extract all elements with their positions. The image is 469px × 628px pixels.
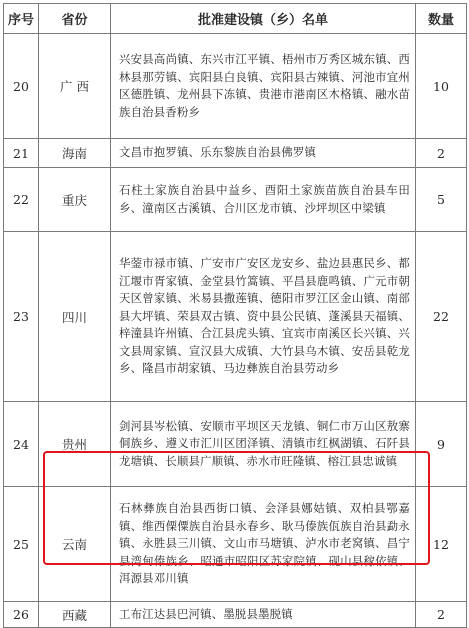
- row-province: 广 西: [39, 34, 111, 139]
- row-province: 贵州: [39, 402, 111, 487]
- header-no: 序号: [4, 4, 39, 34]
- row-towns: 石柱土家族自治县中益乡、酉阳土家族苗族自治县车田乡、潼南区古溪镇、合川区龙市镇、沙坪坝区中梁镇: [111, 168, 416, 232]
- row-province: 重庆: [39, 168, 111, 232]
- table-row: [4, 602, 467, 628]
- table-row: [4, 139, 467, 168]
- table-row: [4, 402, 467, 487]
- row-no: 23: [4, 232, 39, 402]
- row-count: 5: [416, 168, 467, 232]
- row-count: 22: [416, 232, 467, 402]
- row-towns: 文昌市抱罗镇、乐东黎族自治县佛罗镇: [111, 139, 416, 168]
- row-no: 25: [4, 487, 39, 602]
- row-no: 22: [4, 168, 39, 232]
- row-province: 云南: [39, 487, 111, 602]
- header-count: 数量: [416, 4, 467, 34]
- row-province: 四川: [39, 232, 111, 402]
- table-header-row: [4, 4, 467, 34]
- row-count: 2: [416, 602, 467, 628]
- row-no: 24: [4, 402, 39, 487]
- header-towns: 批准建设镇（乡）名单: [111, 4, 416, 34]
- row-towns: 华蓥市禄市镇、广安市广安区龙安乡、盐边县惠民乡、都江堰市胥家镇、金堂县竹篙镇、平昌县鹿鸣镇、广元市朝天区曾家镇、米易县撒莲镇、德阳市罗江区金山镇、南部县大坪镇、荣县双古镇、资中县公民镇、蓬溪县天福镇、梓潼县许州镇、合江县虎头镇、宜宾市南溪区长兴镇、兴文县周家镇、宣汉县大成镇、大竹县乌木镇、安岳县乾龙乡、隆昌市胡家镇、马边彝族自治县劳动乡: [111, 232, 416, 402]
- row-towns: 兴安县高尚镇、东兴市江平镇、梧州市万秀区城东镇、西林县那劳镇、宾阳县白良镇、宾阳县古辣镇、河池市宜州区德胜镇、龙州县下冻镇、贵港市港南区木格镇、融水苗族自治县香粉乡: [111, 34, 416, 139]
- header-province: 省份: [39, 4, 111, 34]
- row-count: 10: [416, 34, 467, 139]
- row-towns: 工布江达县巴河镇、墨脱县墨脱镇: [111, 602, 416, 628]
- row-no: 20: [4, 34, 39, 139]
- row-count: 2: [416, 139, 467, 168]
- row-province: 西藏: [39, 602, 111, 628]
- approved-towns-table: [3, 3, 467, 628]
- table-row: [4, 168, 467, 232]
- row-count: 9: [416, 402, 467, 487]
- towns-table-container: [3, 3, 466, 623]
- table-row: [4, 487, 467, 602]
- row-no: 26: [4, 602, 39, 628]
- row-towns: 石林彝族自治县西街口镇、会泽县娜姑镇、双柏县鄂嘉镇、维西傈僳族自治县永春乡、耿马傣族佤族自治县勐永镇、永胜县三川镇、文山市马塘镇、泸水市老窝镇、昌宁县湾甸傣族乡、昭通市昭阳区苏家院镇、砚山县稼依镇、洱源县邓川镇: [111, 487, 416, 602]
- row-no: 21: [4, 139, 39, 168]
- table-row: [4, 232, 467, 402]
- row-province: 海南: [39, 139, 111, 168]
- row-count: 12: [416, 487, 467, 602]
- row-towns: 剑河县岑松镇、安顺市平坝区天龙镇、铜仁市万山区敖寨侗族乡、遵义市汇川区团泽镇、清镇市红枫湖镇、石阡县龙塘镇、长顺县广顺镇、赤水市旺隆镇、榕江县忠诚镇: [111, 402, 416, 487]
- table-row: [4, 34, 467, 139]
